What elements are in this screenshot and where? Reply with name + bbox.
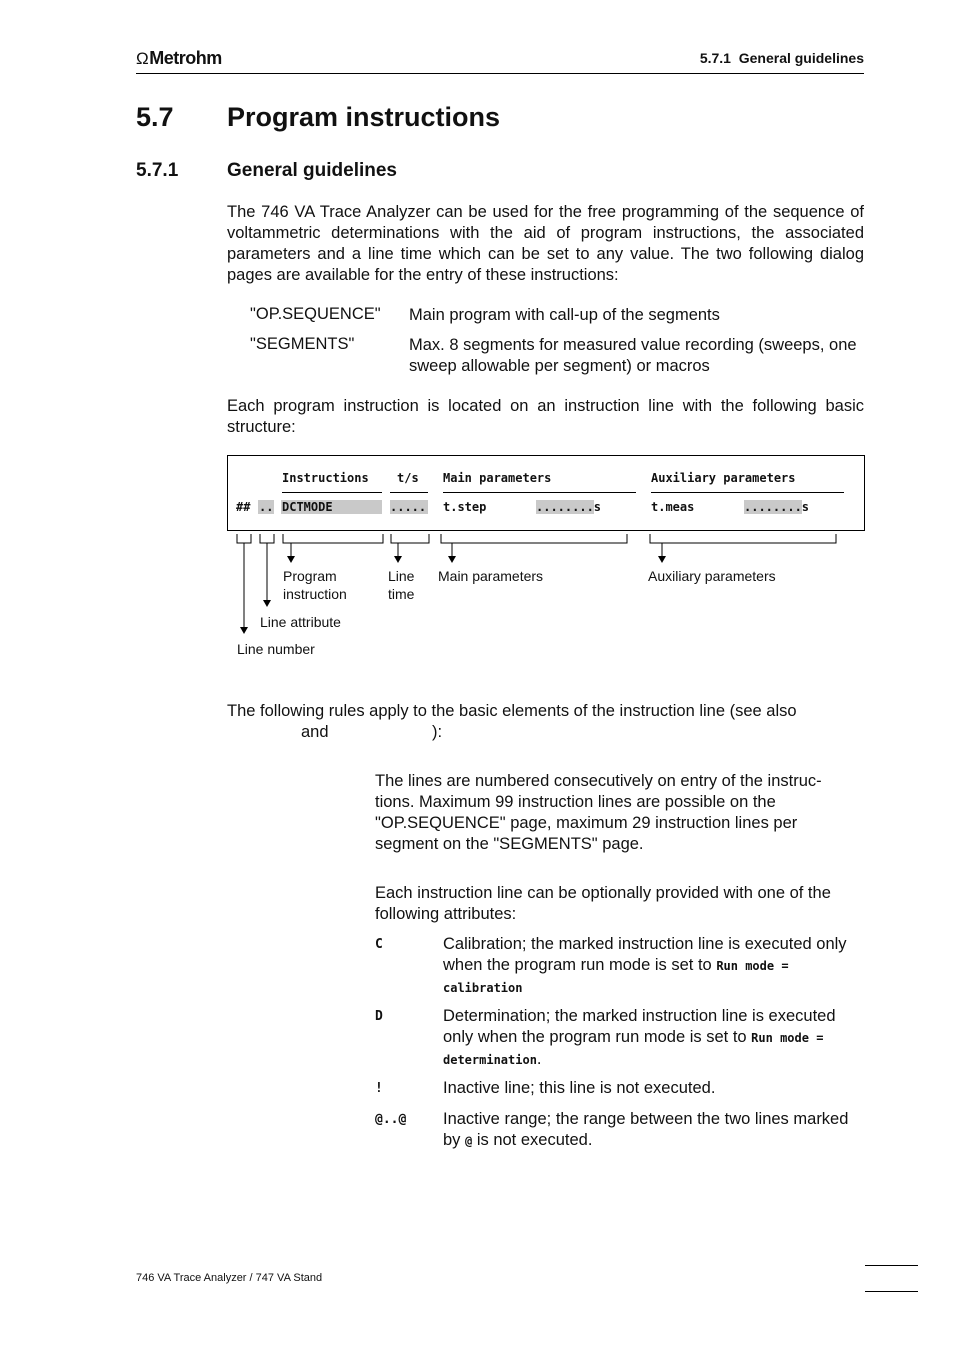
bracket-line-time	[391, 534, 429, 543]
label-line-attribute: Line attribute	[260, 614, 341, 630]
bracket-main-parameters	[441, 534, 627, 543]
attribute-at-text1: Inactive range; the range between the two lines marked by	[443, 1110, 849, 1149]
footer-rule-top	[865, 1265, 918, 1266]
rules-intro-close: ):	[432, 723, 443, 741]
row-main-unit: s	[593, 500, 602, 514]
attribute-key-d: D	[375, 1009, 383, 1024]
row-main-name: t.step	[443, 500, 487, 514]
row-attribute: ..	[259, 500, 274, 514]
attribute-desc-d	[443, 1006, 865, 1071]
rules-intro-line1: The following rules apply to the basic elements of the instruction line (see also	[227, 702, 797, 720]
arrow-line-attribute-icon	[263, 600, 271, 607]
intro-paragraph: The 746 VA Trace Analyzer can be used for the free programming of the sequence of voltammetric determinations with the aid of program instructions, the associated parameters and a line time which can be set to any value. The two following dialog pages are available for the entry of these instructions:	[227, 203, 864, 284]
footer-text: 746 VA Trace Analyzer / 747 VA Stand	[136, 1272, 323, 1284]
subsection-title: General guidelines	[227, 160, 397, 181]
attribute-d-code1: Run mode =	[751, 1031, 824, 1045]
bracket-auxiliary-parameters	[650, 534, 836, 543]
row-aux-name: t.meas	[651, 500, 695, 514]
arrow-line-number-icon	[240, 627, 248, 634]
attribute-key-at: @..@	[375, 1112, 407, 1127]
attribute-at-code: @	[465, 1134, 473, 1148]
dialog-desc-segments: Max. 8 segments for measured value recording (sweeps, one sweep allowable per segment) or macros	[409, 336, 857, 375]
dialog-term-opsequence: "OP.SEQUENCE"	[250, 305, 381, 323]
logo-text: Metrohm	[149, 48, 222, 68]
line-attribute-description: Each instruction line can be optionally provided with one of the following attributes:	[375, 884, 831, 923]
dialog-desc-opsequence: Main program with call-up of the segments	[409, 306, 720, 324]
label-auxiliary-parameters: Auxiliary parameters	[648, 568, 776, 584]
label-program-instruction: Program instruction	[283, 568, 347, 602]
attribute-d-tail: .	[536, 1050, 542, 1068]
footer-rule-bottom	[865, 1291, 918, 1292]
subsection-number: 5.7.1	[136, 160, 179, 181]
attribute-key-c: C	[375, 937, 383, 952]
label-main-parameters: Main parameters	[438, 568, 544, 584]
arrow-auxiliary-parameters-icon	[658, 556, 666, 563]
omega-logo-icon: Ω	[136, 48, 149, 68]
row-main-value: ........	[536, 500, 594, 514]
label-line-time: Line time	[388, 568, 415, 602]
arrow-line-time-icon	[394, 556, 402, 563]
structure-intro: Each program instruction is located on an instruction line with the following basic structure:	[227, 397, 864, 436]
header-main-parameters: Main parameters	[443, 471, 552, 485]
header-instructions: Instructions	[282, 471, 369, 485]
row-line-number: ##	[236, 500, 251, 514]
section-title: Program instructions	[227, 102, 501, 132]
row-aux-value: ........	[744, 500, 802, 514]
header-section-ref: 5.7.1 General guidelines	[699, 50, 864, 66]
attribute-c-text: Calibration; the marked instruction line is executed only when the program run mode is set to	[443, 935, 847, 974]
attribute-d-code2: determination	[443, 1053, 537, 1067]
bracket-line-attribute	[260, 534, 274, 543]
row-aux-unit: s	[801, 500, 810, 514]
label-line-number: Line number	[237, 641, 315, 657]
header-auxiliary-parameters: Auxiliary parameters	[651, 471, 796, 485]
row-line-time: .....	[390, 500, 427, 514]
arrow-main-parameters-icon	[448, 556, 456, 563]
attribute-desc-c	[443, 934, 865, 999]
arrow-program-instruction-icon	[287, 556, 295, 563]
header-line-time: t/s	[397, 471, 419, 485]
bracket-line-number	[237, 534, 251, 543]
attribute-desc-at	[443, 1109, 865, 1152]
line-number-description: The lines are numbered consecutively on entry of the instruc- tions. Maximum 99 instruction lines are possible on the "OP.SEQUENCE" page, maximum 29 instruction lines per segment on the "SEGMENTS" page.	[375, 772, 822, 853]
rules-intro-and: and	[301, 723, 329, 741]
attribute-at-text2: is not executed.	[472, 1131, 593, 1149]
attribute-key-bang: !	[375, 1081, 383, 1096]
attribute-c-code1: Run mode =	[716, 959, 789, 973]
dialog-term-segments: "SEGMENTS"	[250, 335, 355, 353]
row-instruction: DCTMODE	[281, 500, 382, 514]
attribute-c-code2: calibration	[443, 981, 523, 995]
section-number: 5.7	[136, 102, 174, 132]
callout-brackets	[237, 534, 836, 543]
attribute-desc-bang: Inactive line; this line is not executed.	[443, 1079, 716, 1097]
attribute-d-text: Determination; the marked instruction line is executed only when the program run mode is set to	[443, 1007, 836, 1046]
bracket-program-instruction	[283, 534, 383, 543]
